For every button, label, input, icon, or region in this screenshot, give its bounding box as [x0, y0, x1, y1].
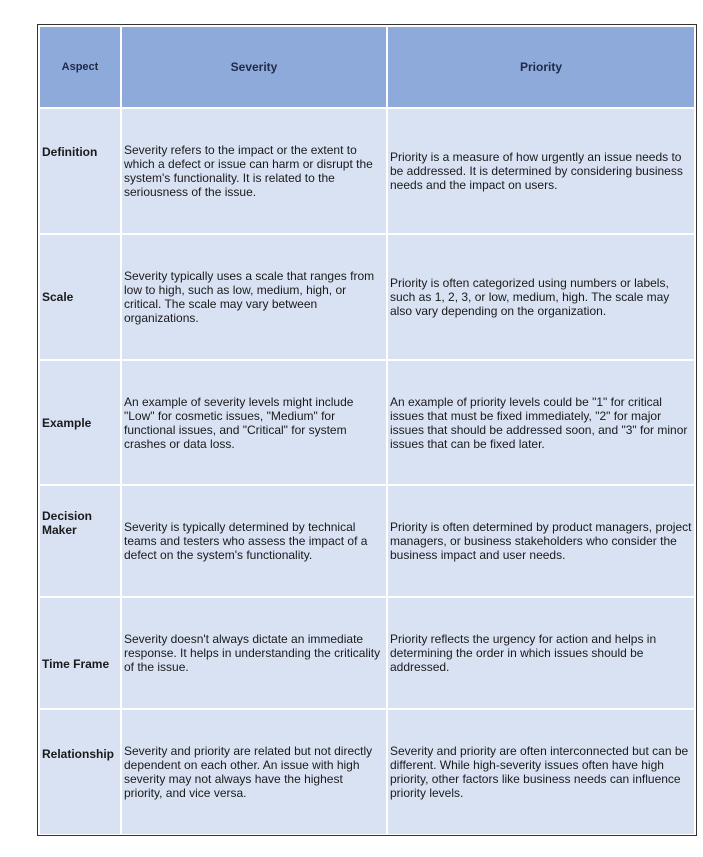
row-aspect-scale: Scale [40, 235, 120, 359]
header-severity: Severity [122, 27, 386, 107]
table-row [40, 710, 694, 834]
cell-priority-definition: Priority is a measure of how urgently an issue needs to be addressed. It is determined by considering business needs and the impact on users. [388, 109, 694, 233]
table-row [40, 109, 694, 233]
cell-severity-scale: Severity typically uses a scale that ranges from low to high, such as low, medium, high, or critical. The scale may vary between organizations. [122, 235, 386, 359]
cell-priority-relationship: Severity and priority are often interconnected but can be different. While high-severity issues often have high priority, other factors like business needs can influence priority levels. [388, 710, 694, 834]
row-aspect-time-frame: Time Frame [40, 598, 120, 708]
cell-priority-example: An example of priority levels could be "1" for critical issues that must be fixed immediately, "2" for major issues that should be addressed soon, and "3" for minor issues that can be fixed later. [388, 361, 694, 484]
table-row [40, 235, 694, 359]
cell-severity-relationship: Severity and priority are related but not directly dependent on each other. An issue with high severity may not always have the highest priority, and vice versa. [122, 710, 386, 834]
row-aspect-relationship: Relationship [40, 710, 120, 834]
row-aspect-decision-maker: Decision Maker [40, 486, 120, 596]
table-row [40, 486, 694, 596]
header-row [40, 27, 694, 107]
table-row [40, 361, 694, 484]
cell-severity-decision-maker: Severity is typically determined by technical teams and testers who assess the impact of a defect on the system's functionality. [122, 486, 386, 596]
header-aspect: Aspect [40, 27, 120, 107]
cell-priority-scale: Priority is often categorized using numbers or labels, such as 1, 2, 3, or low, medium, high. The scale may also vary depending on the organization. [388, 235, 694, 359]
cell-severity-definition: Severity refers to the impact or the extent to which a defect or issue can harm or disrupt the system's functionality. It is related to the seriousness of the issue. [122, 109, 386, 233]
cell-severity-example: An example of severity levels might include "Low" for cosmetic issues, "Medium" for functional issues, and "Critical" for system crashes or data loss. [122, 361, 386, 484]
cell-severity-time-frame: Severity doesn't always dictate an immediate response. It helps in understanding the criticality of the issue. [122, 598, 386, 708]
comparison-table-frame [37, 24, 697, 836]
header-priority: Priority [388, 27, 694, 107]
table-row [40, 598, 694, 708]
cell-priority-decision-maker: Priority is often determined by product managers, project managers, or business stakeholders who consider the business impact and user needs. [388, 486, 694, 596]
row-aspect-definition: Definition [40, 109, 120, 233]
row-aspect-example: Example [40, 361, 120, 484]
cell-priority-time-frame: Priority reflects the urgency for action and helps in determining the order in which issues should be addressed. [388, 598, 694, 708]
comparison-table [38, 25, 696, 836]
